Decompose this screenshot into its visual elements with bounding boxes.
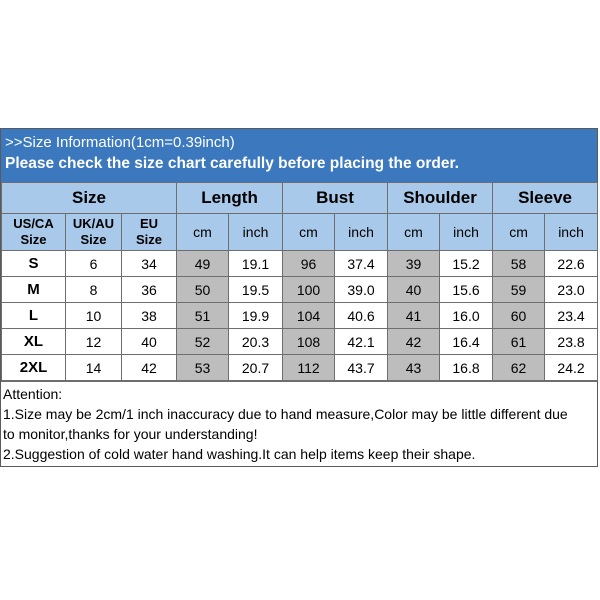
size-table: [1, 182, 598, 381]
column-header-eu-size: [122, 214, 177, 251]
cell-sleeve-inch: 22.6: [545, 251, 598, 277]
cell-us-ca-size: L: [2, 303, 66, 329]
cell-eu-size: 42: [122, 355, 177, 381]
group-header-shoulder: Shoulder: [388, 183, 493, 214]
cell-shoulder-cm: 39: [388, 251, 440, 277]
column-header-us-ca-size: [2, 214, 66, 251]
cell-shoulder-cm: 42: [388, 329, 440, 355]
group-header-sleeve: Sleeve: [493, 183, 598, 214]
cell-length-inch: 19.9: [229, 303, 283, 329]
cell-uk-au-size: 6: [66, 251, 122, 277]
column-header-length-inch: inch: [229, 214, 283, 251]
group-header-size: Size: [2, 183, 177, 214]
cell-uk-au-size: 10: [66, 303, 122, 329]
cell-length-inch: 19.5: [229, 277, 283, 303]
cell-length-cm: 50: [177, 277, 229, 303]
cell-us-ca-size: M: [2, 277, 66, 303]
cell-shoulder-inch: 16.4: [440, 329, 493, 355]
cell-bust-cm: 104: [283, 303, 335, 329]
attention-note-1-line-2: to monitor,thanks for your understanding!: [3, 426, 258, 442]
cell-eu-size: 34: [122, 251, 177, 277]
cell-shoulder-inch: 15.6: [440, 277, 493, 303]
column-header-line: Size: [20, 232, 47, 247]
cell-bust-inch: 43.7: [335, 355, 388, 381]
table-row: [2, 277, 598, 303]
cell-shoulder-inch: 15.2: [440, 251, 493, 277]
column-header-sleeve-cm: cm: [493, 214, 545, 251]
table-row: [2, 355, 598, 381]
cell-bust-cm: 108: [283, 329, 335, 355]
cell-us-ca-size: S: [2, 251, 66, 277]
table-row: [2, 251, 598, 277]
cell-length-cm: 52: [177, 329, 229, 355]
cell-length-inch: 19.1: [229, 251, 283, 277]
column-header-shoulder-cm: cm: [388, 214, 440, 251]
cell-length-inch: 20.7: [229, 355, 283, 381]
cell-bust-inch: 37.4: [335, 251, 388, 277]
column-header-sleeve-inch: inch: [545, 214, 598, 251]
cell-sleeve-inch: 23.0: [545, 277, 598, 303]
cell-sleeve-cm: 61: [493, 329, 545, 355]
cell-shoulder-cm: 43: [388, 355, 440, 381]
cell-eu-size: 40: [122, 329, 177, 355]
cell-length-cm: 51: [177, 303, 229, 329]
cell-bust-cm: 112: [283, 355, 335, 381]
column-header-length-cm: cm: [177, 214, 229, 251]
table-group-header-row: [2, 183, 598, 214]
cell-sleeve-cm: 60: [493, 303, 545, 329]
cell-shoulder-inch: 16.0: [440, 303, 493, 329]
cell-shoulder-cm: 40: [388, 277, 440, 303]
column-header-line: UK/AU: [72, 216, 115, 231]
cell-sleeve-cm: 59: [493, 277, 545, 303]
cell-length-cm: 49: [177, 251, 229, 277]
cell-length-cm: 53: [177, 355, 229, 381]
column-header-line: Size: [136, 232, 163, 247]
cell-us-ca-size: XL: [2, 329, 66, 355]
cell-bust-inch: 40.6: [335, 303, 388, 329]
column-header-uk-au-size: [66, 214, 122, 251]
column-header-bust-cm: cm: [283, 214, 335, 251]
group-header-length: Length: [177, 183, 283, 214]
cell-sleeve-inch: 23.4: [545, 303, 598, 329]
cell-uk-au-size: 14: [66, 355, 122, 381]
attention-title: Attention:: [3, 386, 63, 402]
cell-bust-cm: 100: [283, 277, 335, 303]
size-info-instruction: Please check the size chart carefully before placing the order.: [5, 155, 459, 172]
column-header-line: Size: [80, 232, 107, 247]
size-info-title: >>Size Information(1cm=0.39inch): [5, 134, 235, 151]
size-chart: [0, 128, 598, 467]
attention-note-1-line-1: 1.Size may be 2cm/1 inch inaccuracy due to hand measure,Color may be little different due: [3, 406, 568, 422]
table-row: [2, 329, 598, 355]
column-header-shoulder-inch: inch: [440, 214, 493, 251]
cell-sleeve-cm: 62: [493, 355, 545, 381]
cell-bust-cm: 96: [283, 251, 335, 277]
cell-shoulder-cm: 41: [388, 303, 440, 329]
size-info-header: [1, 129, 597, 182]
cell-eu-size: 38: [122, 303, 177, 329]
attention-note-2: 2.Suggestion of cold water hand washing.It can help items keep their shape.: [3, 446, 476, 462]
cell-bust-inch: 42.1: [335, 329, 388, 355]
cell-length-inch: 20.3: [229, 329, 283, 355]
cell-us-ca-size: 2XL: [2, 355, 66, 381]
cell-sleeve-inch: 23.8: [545, 329, 598, 355]
attention-notes: [1, 381, 597, 466]
cell-shoulder-inch: 16.8: [440, 355, 493, 381]
table-unit-header-row: [2, 214, 598, 251]
cell-sleeve-cm: 58: [493, 251, 545, 277]
table-row: [2, 303, 598, 329]
cell-bust-inch: 39.0: [335, 277, 388, 303]
cell-uk-au-size: 8: [66, 277, 122, 303]
group-header-bust: Bust: [283, 183, 388, 214]
cell-uk-au-size: 12: [66, 329, 122, 355]
cell-sleeve-inch: 24.2: [545, 355, 598, 381]
column-header-bust-inch: inch: [335, 214, 388, 251]
column-header-line: US/CA: [13, 216, 54, 231]
column-header-line: EU: [139, 216, 159, 231]
cell-eu-size: 36: [122, 277, 177, 303]
